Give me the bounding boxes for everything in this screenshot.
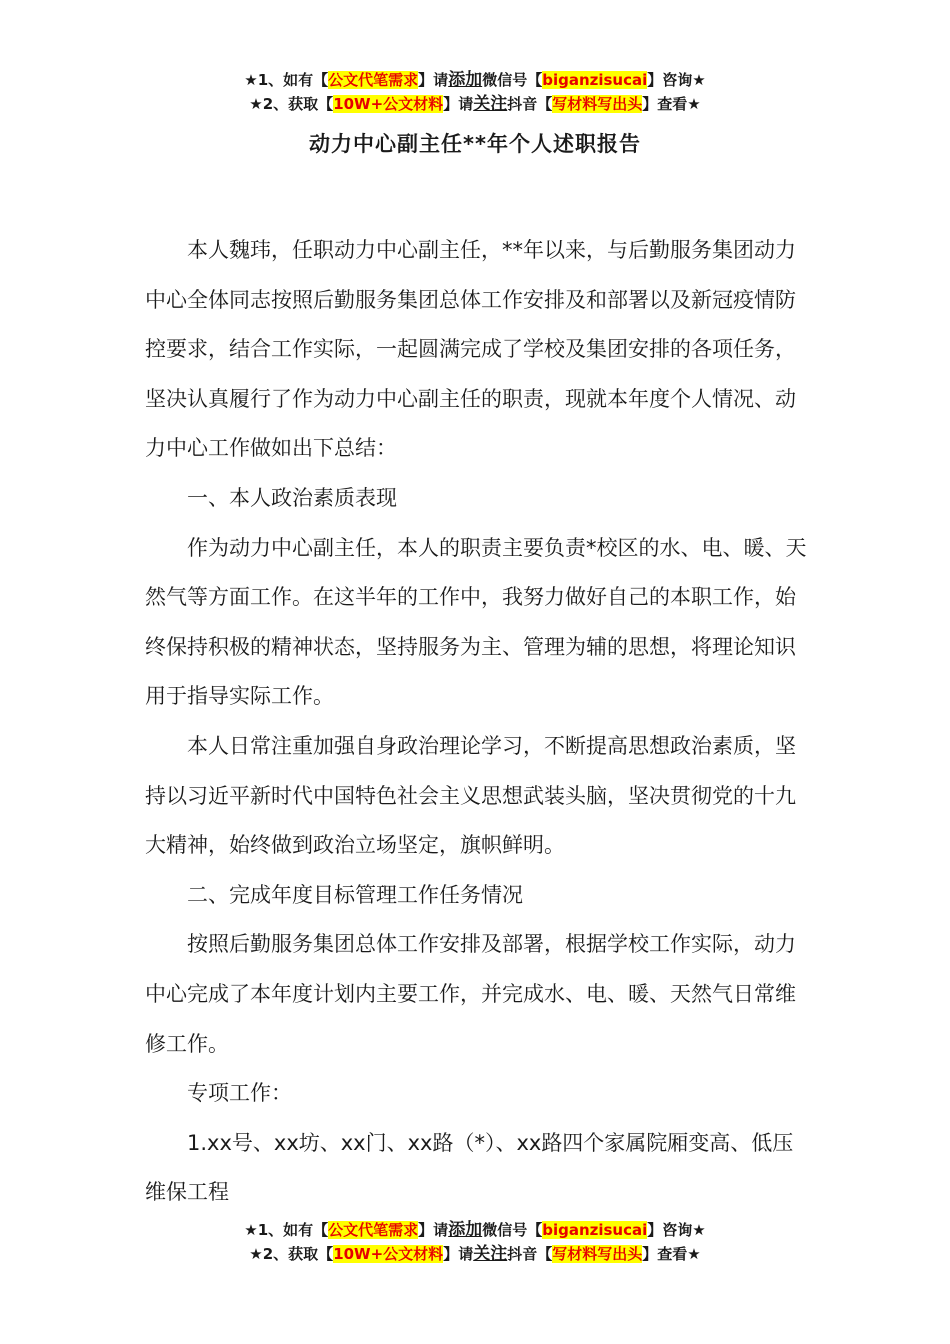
footer-banner [0, 1218, 950, 1266]
banner-highlight: 10W+公文材料 [333, 95, 444, 113]
subheading-special-work: 专项工作： [187, 1081, 292, 1106]
document-body [145, 226, 810, 1218]
section-heading-1: 一、本人政治素质表现 [187, 485, 397, 510]
banner-highlight: 写材料写出头 [552, 95, 643, 113]
banner-text: ★2、获取【 [249, 95, 334, 113]
banner-highlight: 公文代笔需求 [328, 1221, 419, 1239]
banner-text: ★1、如有【 [244, 71, 329, 89]
banner-text: 】咨询★ [647, 71, 706, 89]
banner-highlight: biganzisucai [542, 1221, 648, 1239]
banner-line-2 [0, 1242, 950, 1266]
banner-line-1 [0, 1218, 950, 1242]
paragraph: 按照后勤服务集团总体工作安排及部署，根据学校工作实际，动力中心完成了本年度计划内主要工作，并完成水、电、暖、天然气日常维修工作。 [145, 932, 796, 1056]
banner-underlined: 关注 [473, 94, 508, 114]
banner-text: 】查看★ [642, 95, 701, 113]
banner-underlined: 添加 [448, 70, 483, 90]
paragraph-intro: 本人魏玮，任职动力中心副主任，**年以来，与后勤服务集团动力中心全体同志按照后勤服务集团总体工作安排及和部署以及新冠疫情防控要求，结合工作实际，一起圆满完成了学校及集团安排的各项任务，坚决认真履行了作为动力中心副主任的职责，现就本年度个人情况、动力中心工作做如出下总结： [145, 238, 796, 461]
banner-highlight: 写材料写出头 [552, 1245, 643, 1263]
banner-highlight: 10W+公文材料 [333, 1245, 444, 1263]
header-banner [0, 68, 950, 116]
banner-text: 微信号【 [482, 1221, 543, 1239]
banner-text: 】咨询★ [647, 1221, 706, 1239]
paragraph: 本人日常注重加强自身政治理论学习，不断提高思想政治素质，坚持以习近平新时代中国特色社会主义思想武装头脑，坚决贯彻党的十九大精神，始终做到政治立场坚定，旗帜鲜明。 [145, 733, 796, 858]
banner-underlined: 关注 [473, 1244, 508, 1264]
banner-text: 】查看★ [642, 1245, 701, 1263]
banner-text: 】请 [418, 71, 449, 89]
section-heading-2: 二、完成年度目标管理工作任务情况 [187, 882, 523, 907]
banner-text: 】请 [418, 1221, 449, 1239]
banner-text: 抖音【 [507, 95, 553, 113]
document-title: 动力中心副主任**年个人述职报告 [309, 132, 641, 156]
banner-underlined: 添加 [448, 1220, 483, 1240]
banner-text: 】请 [443, 95, 474, 113]
banner-highlight: biganzisucai [542, 71, 648, 89]
banner-line-1 [0, 68, 950, 92]
banner-text: 抖音【 [507, 1245, 553, 1263]
banner-text: ★1、如有【 [244, 1221, 329, 1239]
banner-line-2 [0, 92, 950, 116]
list-item: 1.xx号、xx坊、xx门、xx路（*）、xx路四个家属院厢变高、低压维保工程 [145, 1130, 794, 1205]
banner-text: 】请 [443, 1245, 474, 1263]
banner-text: ★2、获取【 [249, 1245, 334, 1263]
banner-highlight: 公文代笔需求 [328, 71, 419, 89]
paragraph: 作为动力中心副主任，本人的职责主要负责*校区的水、电、暖、天然气等方面工作。在这半年的工作中，我努力做好自己的本职工作，始终保持积极的精神状态，坚持服务为主、管理为辅的思想，将理论知识用于指导实际工作。 [145, 535, 807, 709]
banner-text: 微信号【 [482, 71, 543, 89]
